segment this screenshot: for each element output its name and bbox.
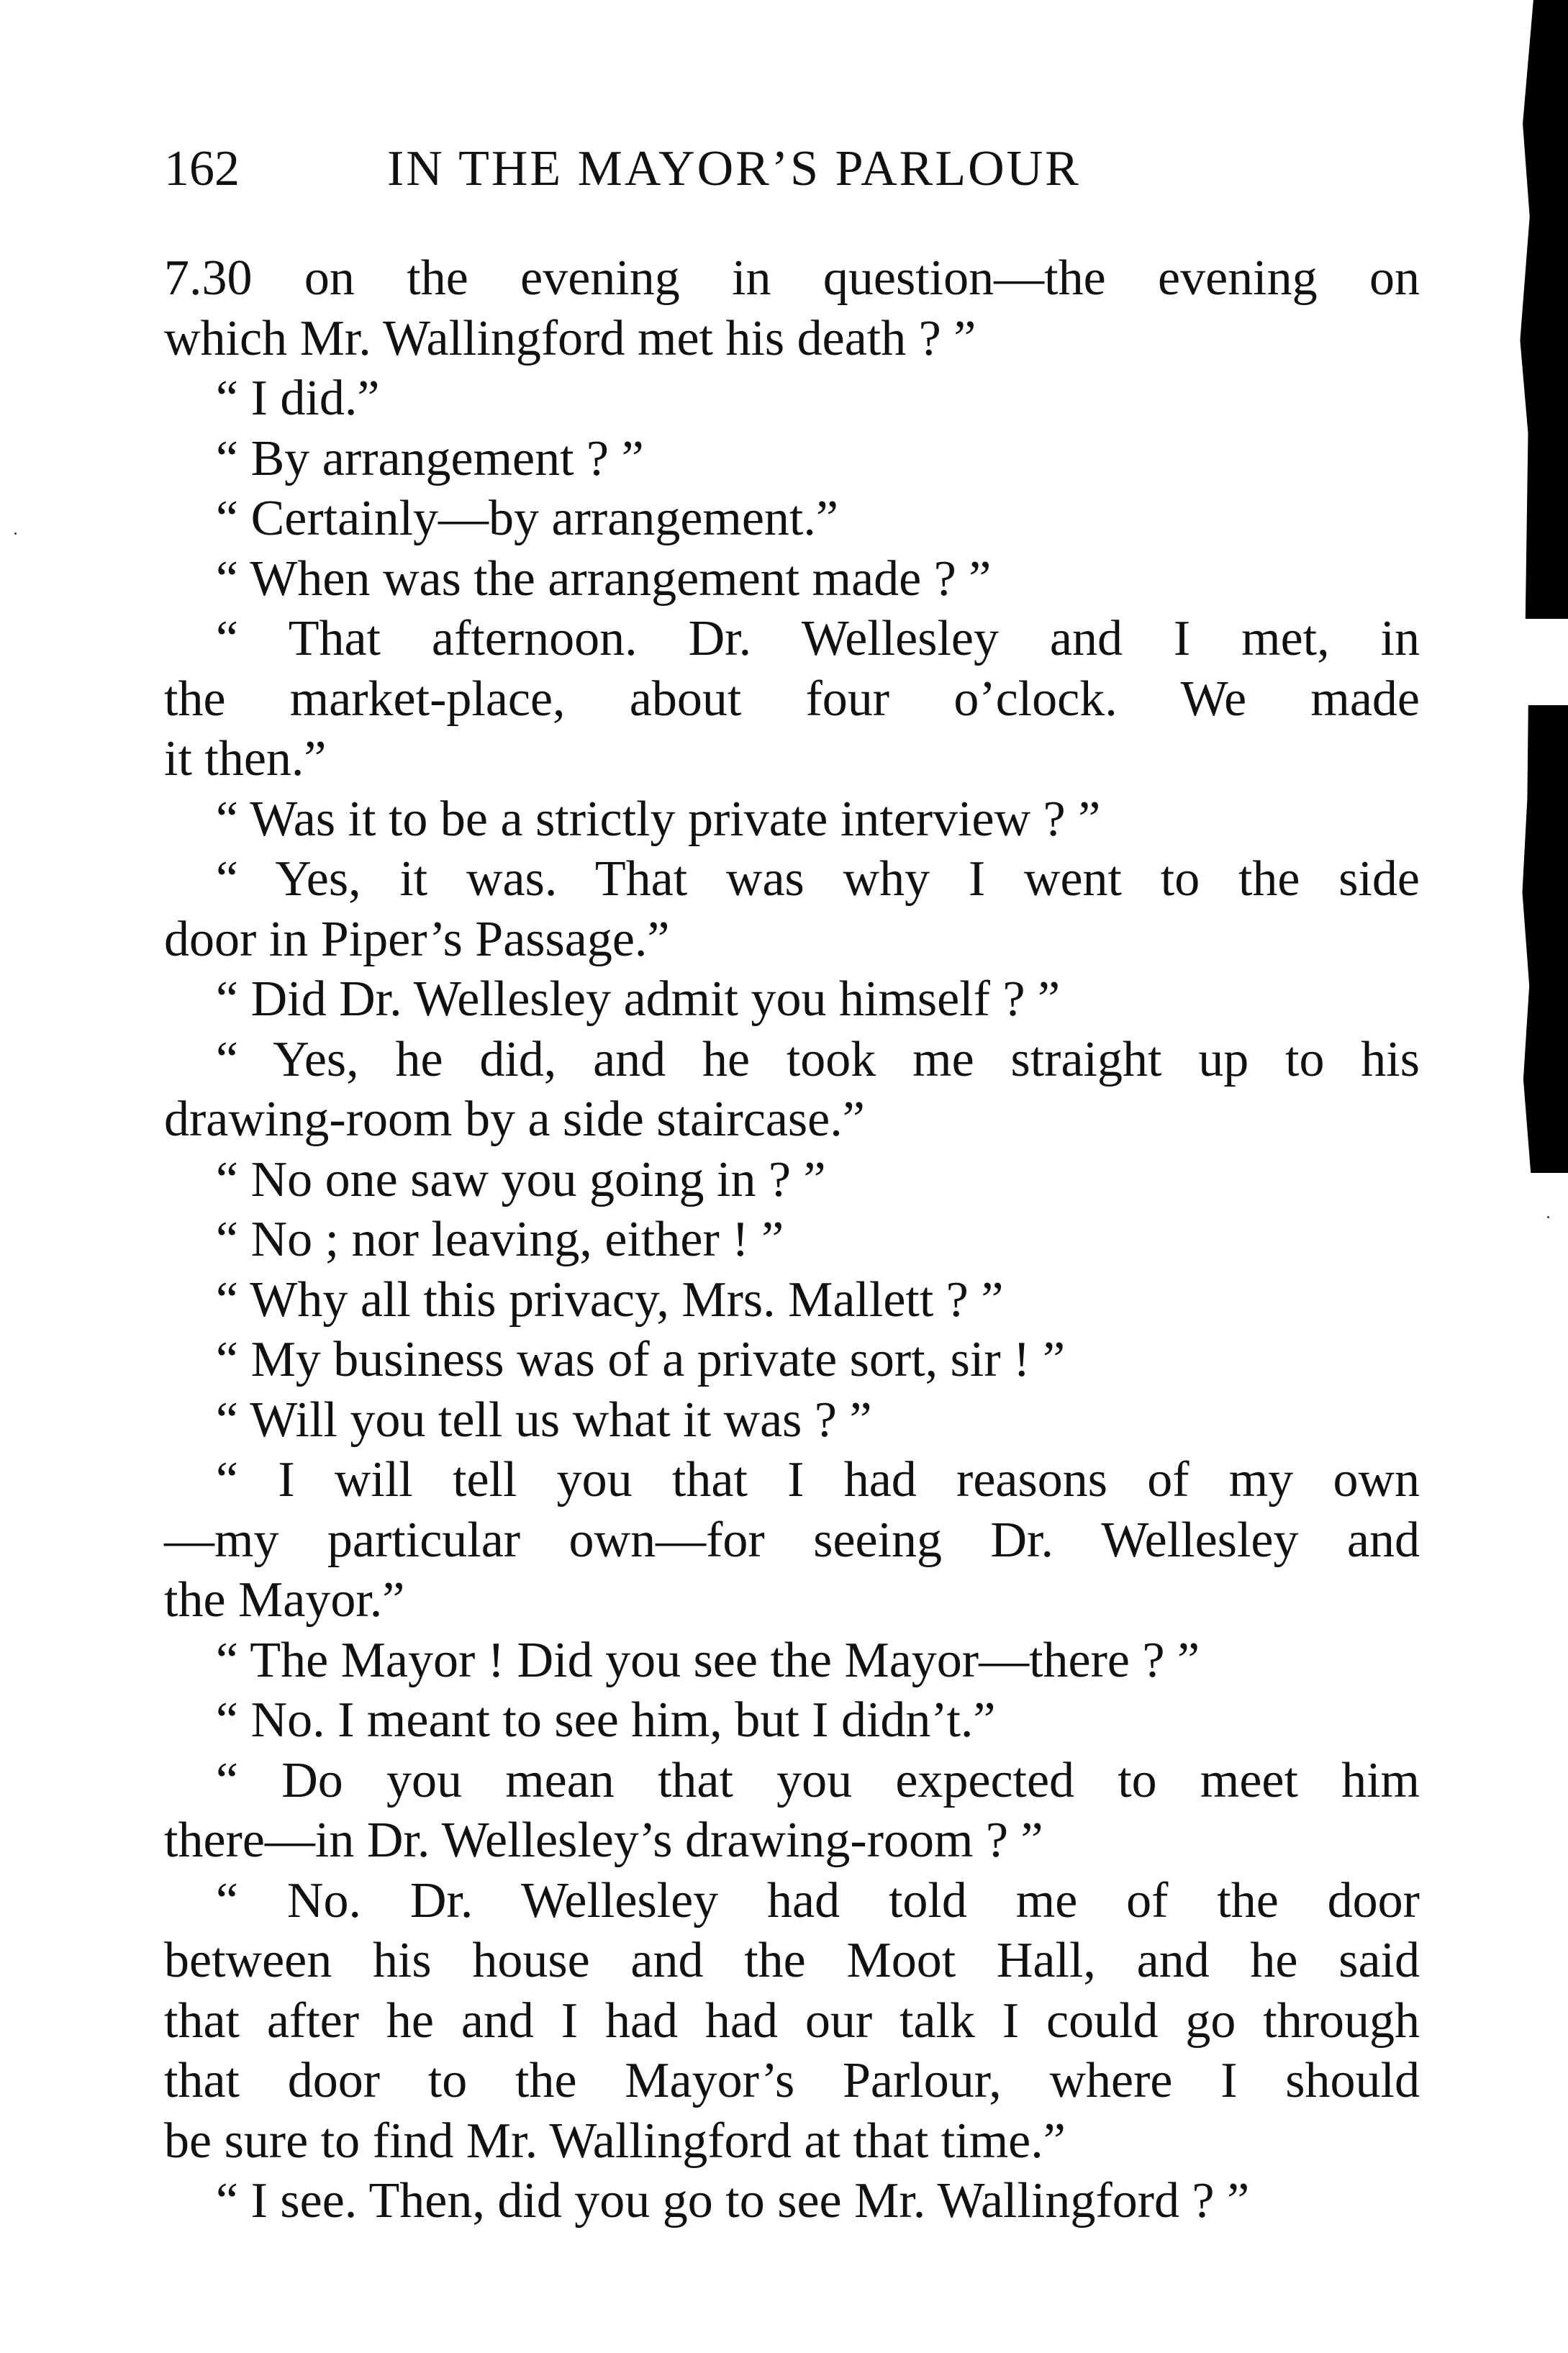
text-line: “ My business was of a private sort, sir ! ” [216, 1332, 1066, 1387]
text-line: “ No ; nor leaving, either ! ” [216, 1212, 784, 1267]
text-line: “ That afternoon. Dr. Wellesley and I met, in [216, 611, 1420, 666]
running-head [164, 137, 1431, 201]
text-line: “ When was the arrangement made ? ” [216, 550, 992, 607]
text-line: “ Will you tell us what it was ? ” [216, 1392, 872, 1448]
text-line: “ By arrangement ? ” [216, 430, 644, 486]
scan-edge-shadow-top [1515, 0, 1568, 619]
text-line: the market-place, about four o’clock. We made [164, 671, 1420, 727]
text-line: be sure to find Mr. Wallingford at that time.” [164, 2113, 1066, 2169]
text-line: door in Piper’s Passage.” [164, 911, 670, 967]
text-line: “ Was it to be a strictly private interview ? ” [216, 791, 1101, 847]
scan-speck [14, 532, 17, 535]
text-line: “ No. I meant to see him, but I didn’t.” [216, 1692, 996, 1748]
text-line: it then.” [164, 731, 327, 786]
text-line: 7.30 on the evening in question—the evening on [164, 250, 1420, 306]
text-line: “ Certainly—by arrangement.” [216, 491, 838, 546]
text-line: “ Yes, it was. That was why I went to the side [216, 851, 1420, 907]
text-line: “ No. Dr. Wellesley had told me of the door [216, 1872, 1420, 1928]
page-number: 162 [164, 141, 240, 196]
text-line: that door to the Mayor’s Parlour, where I should [164, 2053, 1420, 2108]
body-text [164, 248, 1420, 2231]
text-line: “ Why all this privacy, Mrs. Mallett ? ” [216, 1271, 1004, 1328]
text-line: “ Do you mean that you expected to meet him [216, 1752, 1420, 1808]
text-line: “ Yes, he did, and he took me straight up to his [216, 1031, 1420, 1087]
text-line: that after he and I had had our talk I could go through [164, 1992, 1420, 2049]
text-line: “ I see. Then, did you go to see Mr. Wallingford ? ” [216, 2173, 1250, 2229]
text-line: drawing-room by a side staircase.” [164, 1092, 865, 1147]
scan-speck [1547, 1216, 1549, 1218]
text-line: “ No one saw you going in ? ” [216, 1151, 826, 1207]
running-title: IN THE MAYOR’S PARLOUR [387, 141, 1081, 196]
text-line: —my particular own—for seeing Dr. Wellesley and [164, 1512, 1420, 1568]
text-line: between his house and the Moot Hall, and he said [164, 1933, 1420, 1988]
text-line: the Mayor.” [164, 1572, 405, 1628]
text-line: “ I did.” [216, 371, 380, 426]
text-line: which Mr. Wallingford met his death ? ” [164, 310, 976, 366]
text-line: “ I will tell you that I had reasons of my own [216, 1452, 1420, 1508]
text-line: “ The Mayor ! Did you see the Mayor—there ? ” [216, 1632, 1200, 1688]
scan-edge-shadow-bottom [1518, 705, 1568, 1173]
text-line: there—in Dr. Wellesley’s drawing-room ? ” [164, 1813, 1043, 1868]
text-line: “ Did Dr. Wellesley admit you himself ? ” [216, 971, 1061, 1027]
